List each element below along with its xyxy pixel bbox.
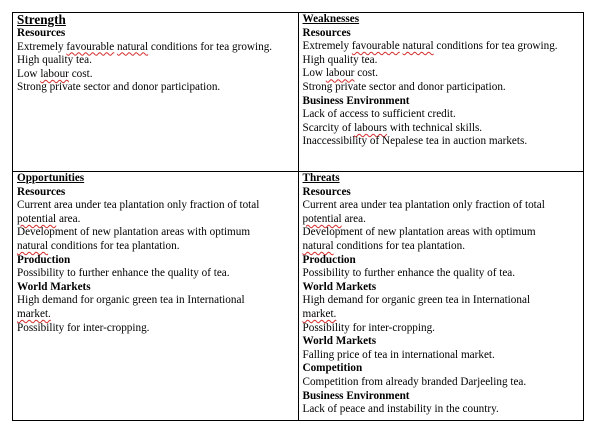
weaknesses-cell bbox=[298, 13, 584, 172]
swot-row-bottom bbox=[13, 172, 584, 421]
threats-business-heading: Business Environment bbox=[302, 389, 410, 402]
strength-line: High quality tea. bbox=[17, 54, 92, 67]
strength-title: Strength bbox=[17, 12, 66, 27]
threats-production-line: Possibility to further enhance the quality of tea. bbox=[302, 267, 516, 280]
opportunities-resource-line: potential area. bbox=[17, 212, 81, 225]
threats-business-line: Lack of peace and instability in the country. bbox=[302, 403, 499, 416]
threats-competition-heading: Competition bbox=[302, 362, 363, 375]
threats-resource-line: potential area. bbox=[302, 212, 366, 225]
opportunities-world-markets-heading: World Markets bbox=[17, 280, 91, 293]
opportunities-title: Opportunities bbox=[17, 172, 85, 184]
threats-world-markets-line: market. bbox=[302, 307, 337, 320]
opportunities-production-heading: Production bbox=[17, 253, 71, 266]
threats-cell bbox=[298, 172, 584, 421]
opportunities-resource-line: Development of new plantation areas with optimum bbox=[17, 226, 251, 239]
strength-line: Extremely favourable natural conditions for tea growing. bbox=[17, 40, 273, 53]
weaknesses-title: Weaknesses bbox=[302, 13, 360, 25]
weaknesses-resources-heading: Resources bbox=[302, 26, 351, 39]
weaknesses-resource-line: Strong private sector and donor participation. bbox=[302, 80, 506, 93]
opportunities-resource-line: natural conditions for tea plantation. bbox=[17, 239, 180, 252]
threats-world-markets-heading-2: World Markets bbox=[302, 335, 377, 348]
opportunities-resources-heading: Resources bbox=[17, 185, 66, 198]
threats-world-markets-line: Possibility for inter-cropping. bbox=[302, 321, 435, 334]
opportunities-world-markets-line: market. bbox=[17, 307, 51, 320]
threats-title: Threats bbox=[302, 172, 340, 184]
weaknesses-business-line: Inaccessibility of Nepalese tea in auction markets. bbox=[302, 135, 528, 148]
opportunities-world-markets-line: High demand for organic green tea in International bbox=[17, 294, 245, 307]
threats-world-markets-line-2: Falling price of tea in international market. bbox=[302, 348, 495, 361]
strength-cell bbox=[13, 13, 299, 172]
weaknesses-business-line: Scarcity of labours with technical skills. bbox=[302, 121, 483, 134]
weaknesses-resource-line: Extremely favourable natural conditions for tea growing. bbox=[302, 40, 558, 53]
threats-world-markets-line: High demand for organic green tea in International bbox=[302, 294, 531, 307]
swot-table bbox=[12, 12, 584, 421]
swot-row-top bbox=[13, 13, 584, 172]
opportunities-world-markets-line: Possibility for inter-cropping. bbox=[17, 321, 150, 334]
strength-line: Low labour cost. bbox=[17, 67, 93, 80]
weaknesses-resource-line: High quality tea. bbox=[302, 53, 378, 66]
strength-resources-heading: Resources bbox=[17, 27, 66, 39]
threats-resource-line: Current area under tea plantation only fraction of total bbox=[302, 199, 545, 212]
opportunities-resource-line: Current area under tea plantation only fraction of total bbox=[17, 199, 260, 212]
weaknesses-business-line: Lack of access to sufficient credit. bbox=[302, 108, 456, 121]
threats-resource-line: Development of new plantation areas with optimum bbox=[302, 226, 536, 239]
threats-resource-line: natural conditions for tea plantation. bbox=[302, 239, 466, 252]
threats-competition-line: Competition from already branded Darjeeling tea. bbox=[302, 375, 527, 388]
threats-production-heading: Production bbox=[302, 253, 356, 266]
threats-world-markets-heading: World Markets bbox=[302, 280, 377, 293]
weaknesses-business-heading: Business Environment bbox=[302, 94, 410, 107]
weaknesses-resource-line: Low labour cost. bbox=[302, 67, 379, 80]
opportunities-production-line: Possibility to further enhance the quality of tea. bbox=[17, 267, 230, 280]
strength-line: Strong private sector and donor participation. bbox=[17, 81, 221, 94]
threats-resources-heading: Resources bbox=[302, 185, 351, 198]
opportunities-cell bbox=[13, 172, 299, 421]
